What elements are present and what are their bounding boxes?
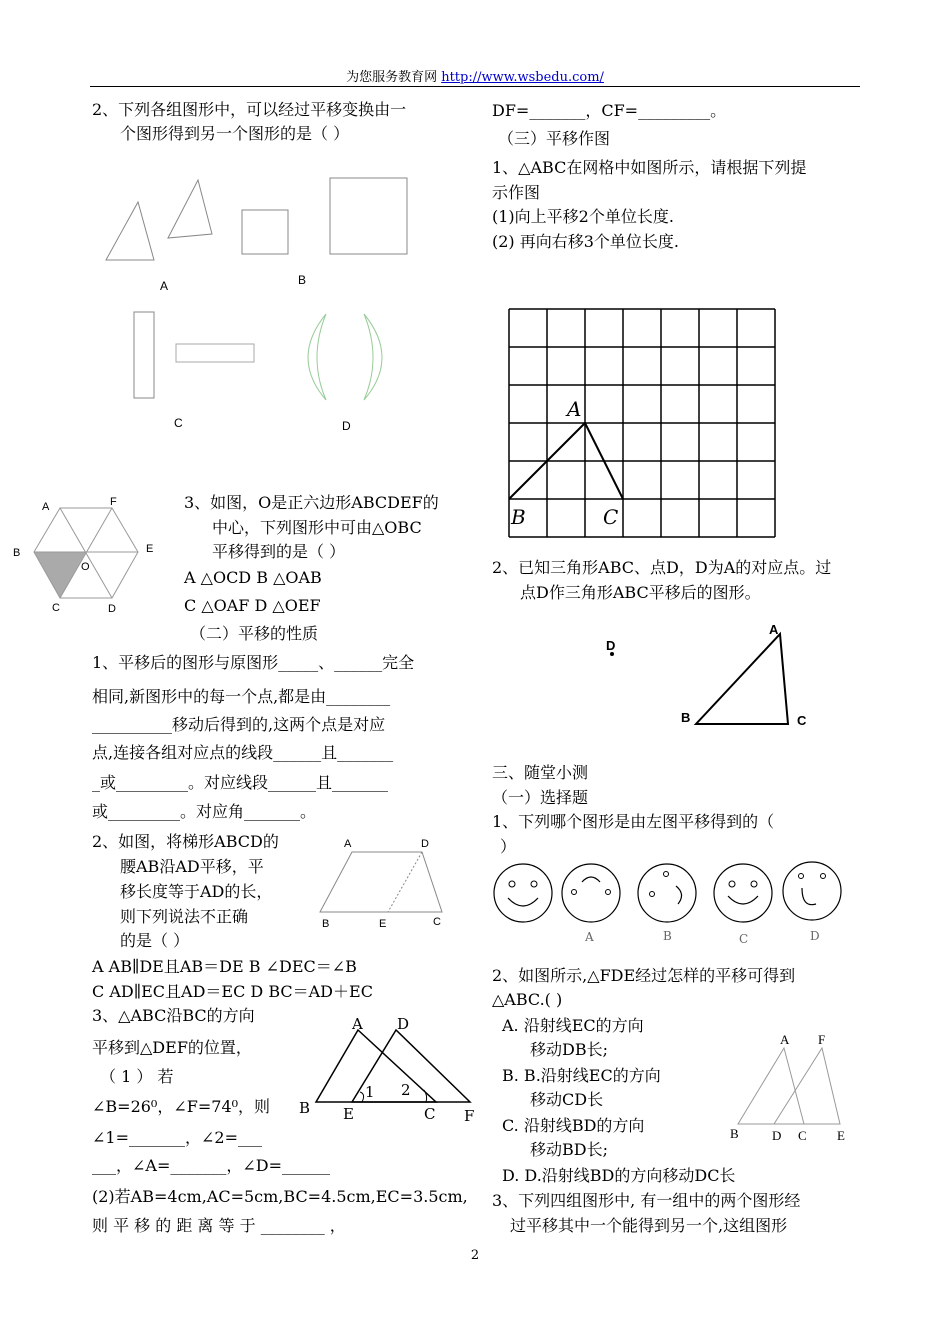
p1-line3: __________移动后得到的,这两个点是对应 [92,715,386,734]
quiz-q2-b1: B. B.沿射线EC的方向 [502,1066,661,1085]
triangle-point-d-figure [600,620,820,740]
hex-label-b: B [13,547,21,559]
shape-b-square-large [330,178,407,254]
face-label-a: A [585,930,594,944]
hex-label-c: C [52,602,60,614]
quiz-q3-line1: 3、下列四组图形中, 有一组中的两个图形经 [492,1191,801,1210]
p2-line1: 2、如图，将梯形ABCD的 [92,832,279,851]
p1-line5: _或_________。对应线段______且_______ [92,773,389,792]
p3-line1: 3、△ABC沿BC的方向 [92,1006,255,1025]
r2-line1: 2、已知三角形ABC、点D，D为A的对应点。过 [492,558,832,577]
tri-label-a: A [352,1015,363,1033]
p1-line4: 点,连接各组对应点的线段______且_______ [92,743,394,762]
p2-options-1: A AB∥DE且AB＝DE B ∠DEC＝∠B [92,957,357,976]
quiz-q2-c2: 移动BD长; [530,1140,608,1159]
quiz-q2-a2: 移动DB长; [530,1040,608,1059]
shape-label-d: D [342,419,351,433]
tri-label-2: 2 [401,1081,411,1099]
hex-label-a: A [42,501,50,513]
hex-label-f: F [110,496,117,508]
tri-label-d: D [397,1015,410,1033]
quiz-q2-d: D. D.沿射线BD的方向移动DC长 [502,1166,736,1185]
section-3-title: （三）平移作图 [498,129,611,148]
trap-label-d: D [421,838,429,850]
face-a [562,864,620,922]
p2-options-2: C AD∥EC且AD＝EC D BC＝AD＋EC [92,982,373,1001]
quiz-q3-line2: 过平移其中一个能得到另一个,这组图形 [510,1216,788,1235]
quiz-q1-line2: ） [500,837,517,856]
p3-line6: ___，∠A=_______，∠D=______ [92,1156,331,1175]
shape-c-horizontal-bar [176,344,254,362]
q2fig-label-b: B [730,1126,739,1141]
p1-line6: 或_________。对应角_______。 [92,802,317,821]
hex-label-o: O [81,561,90,573]
shape-label-a: A [160,279,169,293]
triangle-abc [316,1030,436,1102]
header-prefix: 为您服务教育网 [346,70,442,85]
p3-line3: （ 1 ） 若 [100,1067,174,1086]
trap-label-a: A [344,838,352,850]
shape-b-square-small [242,210,288,254]
p3-line8: 则 平 移 的 距 离 等 于 ________ ， [92,1216,346,1235]
p2-line5: 的是（ ） [120,931,190,950]
face-b [638,864,696,922]
face-original [494,864,552,922]
q3-options-1: A △OCD B △OAB [184,568,322,587]
q2fig-label-d: D [772,1128,782,1143]
r2-label-b: B [681,710,691,725]
p1-line2: 相同,新图形中的每一个点,都是由________ [92,687,391,706]
quiz-q2-b2: 移动CD长 [530,1090,604,1109]
triangle-fde-q2 [774,1048,840,1124]
r2-label-a: A [769,622,779,637]
tri-label-e: E [343,1105,354,1123]
trapezoid-abcd [320,852,442,912]
shape-a-triangle-1 [106,202,154,260]
q2fig-label-e: E [837,1128,845,1143]
header-link[interactable]: http://www.wsbedu.com/ [441,70,604,85]
header-rule [90,86,860,87]
tri-label-b: B [299,1099,311,1117]
grid-label-c: C [603,505,619,529]
face-label-c: C [739,932,749,946]
q2fig-label-c: C [798,1128,807,1143]
shape-d-arc-left [308,314,326,400]
face-d [783,862,841,920]
p2-line4: 则下列说法不正确 [120,907,249,926]
r1-line4: (2) 再向右移3个单位长度. [492,232,680,251]
faces-figure [490,858,860,928]
triangle-abc-2 [696,634,788,724]
tri-label-1: 1 [365,1083,375,1101]
r2-label-d: D [606,638,616,653]
p2-line2: 腰AB沿AD平移，平 [120,857,264,876]
hexagon-figure [30,508,140,600]
triangle-obc-shaded [34,552,86,598]
grid-label-b: B [511,505,526,529]
segment-de [388,852,422,912]
triangle-translation-figure [312,1026,472,1106]
r1-line3: (1)向上平移2个单位长度. [492,207,674,226]
q3-line3: 平移得到的是（ ） [212,542,346,561]
page-header [0,66,950,85]
r2-line2: 点D作三角形ABC平移后的图形。 [520,583,761,602]
quiz-q2-a1: A. 沿射线EC的方向 [502,1016,644,1035]
q2-line2: 个图形得到另一个图形的是（ ） [120,124,350,143]
r2-label-c: C [797,713,807,728]
trap-label-b: B [322,918,330,930]
p2-line3: 移长度等于AD的长， [120,882,273,901]
q3-options-2: C △OAF D △OEF [184,596,321,615]
quiz-q2-line1: 2、如图所示,△FDE经过怎样的平移可得到 [492,966,796,985]
quiz-title: 三、随堂小测 [492,763,589,782]
page-number: 2 [470,1248,480,1263]
grid-figure [509,309,775,539]
quiz-subtitle: （一）选择题 [492,788,589,807]
p3-line4: ∠B=26⁰，∠F=74⁰，则 [92,1097,271,1116]
grid-label-a: A [567,397,582,421]
p3-line2: 平移到△DEF的位置， [92,1038,252,1057]
section-2-title: （二）平移的性质 [190,624,319,643]
q2fig-label-a: A [780,1032,790,1047]
p3-line7: (2)若AB=4cm,AC=5cm,BC=4.5cm,EC=3.5cm, [92,1187,468,1206]
q3-line1: 3、如图，O是正六边形ABCDEF的 [184,493,439,512]
p1-line1: 1、平移后的图形与原图形_____、______完全 [92,653,415,672]
face-label-d: D [810,929,820,943]
triangle-abc-q2 [738,1048,804,1124]
shape-label-b: B [298,273,307,287]
hex-label-d: D [108,603,116,615]
q3-line2: 中心，下列图形中可由△OBC [212,518,422,537]
r0-line: DF=_______，CF=_________。 [492,101,727,120]
trap-label-c: C [433,916,441,928]
triangles-fde-abc-figure [736,1048,846,1128]
shape-c-vertical-bar [134,312,154,398]
shape-d-arc-right [364,314,382,400]
face-c [714,864,772,922]
tri-label-f: F [464,1107,475,1125]
r1-line2: 示作图 [492,183,541,202]
quiz-q1-line1: 1、下列哪个图形是由左图平移得到的（ [492,812,775,831]
q2-line1: 2、下列各组图形中，可以经过平移变换由一 [92,100,407,119]
p3-line5: ∠1=_______，∠2=___ [92,1128,262,1147]
hex-label-e: E [146,543,154,555]
trapezoid-figure [318,848,448,918]
quiz-q2-line2: △ABC.( ) [492,990,563,1009]
trap-label-e: E [379,918,387,930]
translation-shapes-figure [100,170,420,440]
shape-a-triangle-2 [168,180,212,238]
face-label-b: B [663,929,672,943]
tri-label-c: C [424,1105,436,1123]
q2fig-label-f: F [818,1032,826,1047]
shape-label-c: C [174,416,183,430]
quiz-q2-c1: C. 沿射线BD的方向 [502,1116,645,1135]
r1-line1: 1、△ABC在网格中如图所示，请根据下列提 [492,158,807,177]
